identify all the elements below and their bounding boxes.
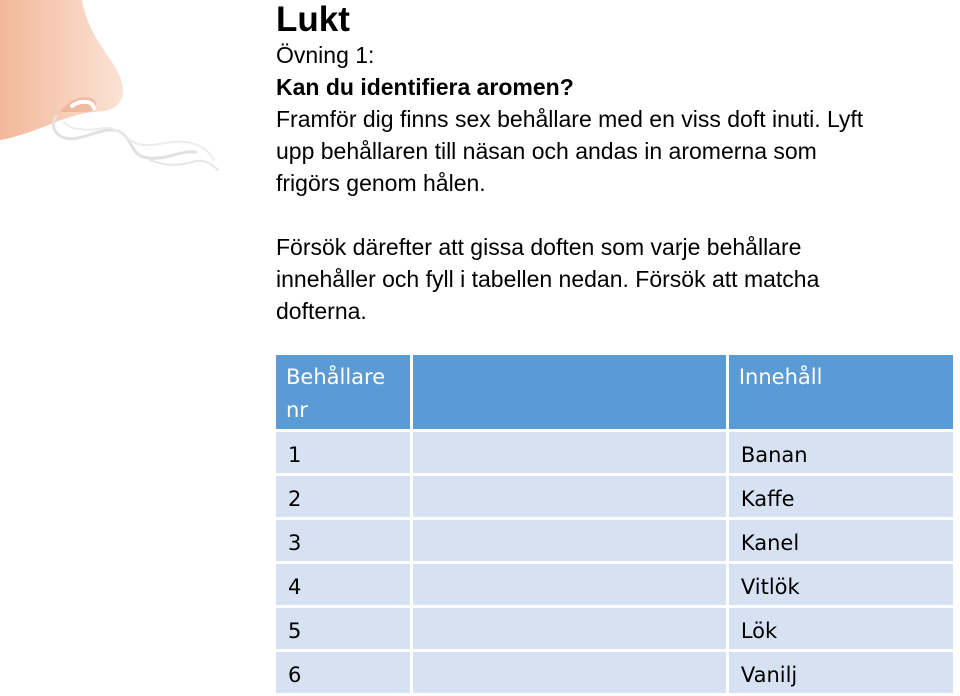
paragraph-2-line-2: innehåller och fyll i tabellen nedan. Försök att matcha — [276, 266, 820, 292]
table-row — [276, 652, 956, 696]
row-guess-cell[interactable] — [413, 608, 729, 652]
row-nr: 1 — [276, 432, 413, 476]
table-row — [276, 564, 956, 608]
question: Kan du identifiera aromen? — [276, 74, 574, 100]
row-nr: 4 — [276, 564, 413, 608]
row-content: Banan — [729, 432, 956, 476]
header-guess — [413, 355, 729, 432]
table-header-row — [276, 355, 956, 432]
table-row — [276, 476, 956, 520]
paragraph-2-line-3: dofterna. — [276, 298, 367, 324]
text-block — [276, 0, 956, 327]
spacer — [276, 199, 956, 231]
table-row — [276, 520, 956, 564]
row-content: Kaffe — [729, 476, 956, 520]
page-title: Lukt — [276, 0, 350, 39]
paragraph-1-line-2: upp behållaren till näsan och andas in aromerna som — [276, 138, 817, 164]
paragraph-2-line-1: Försök därefter att gissa doften som varje behållare — [276, 234, 802, 260]
row-guess-cell[interactable] — [413, 564, 729, 608]
row-content: Kanel — [729, 520, 956, 564]
nose-illustration — [0, 0, 225, 185]
row-content: Vanilj — [729, 652, 956, 696]
row-nr: 2 — [276, 476, 413, 520]
row-guess-cell[interactable] — [413, 520, 729, 564]
row-guess-cell[interactable] — [413, 432, 729, 476]
paragraph-1-line-1: Framför dig finns sex behållare med en viss doft inuti. Lyft — [276, 106, 864, 132]
row-nr: 5 — [276, 608, 413, 652]
exercise-label: Övning 1: — [276, 42, 375, 68]
row-content: Lök — [729, 608, 956, 652]
aroma-table — [276, 355, 956, 696]
row-content: Vitlök — [729, 564, 956, 608]
table-row — [276, 608, 956, 652]
row-nr: 3 — [276, 520, 413, 564]
header-container-nr: Behållare nr — [276, 355, 413, 432]
row-guess-cell[interactable] — [413, 652, 729, 696]
paragraph-1-line-3: frigörs genom hålen. — [276, 170, 486, 196]
table-row — [276, 432, 956, 476]
row-nr: 6 — [276, 652, 413, 696]
header-content: Innehåll — [729, 355, 956, 432]
row-guess-cell[interactable] — [413, 476, 729, 520]
